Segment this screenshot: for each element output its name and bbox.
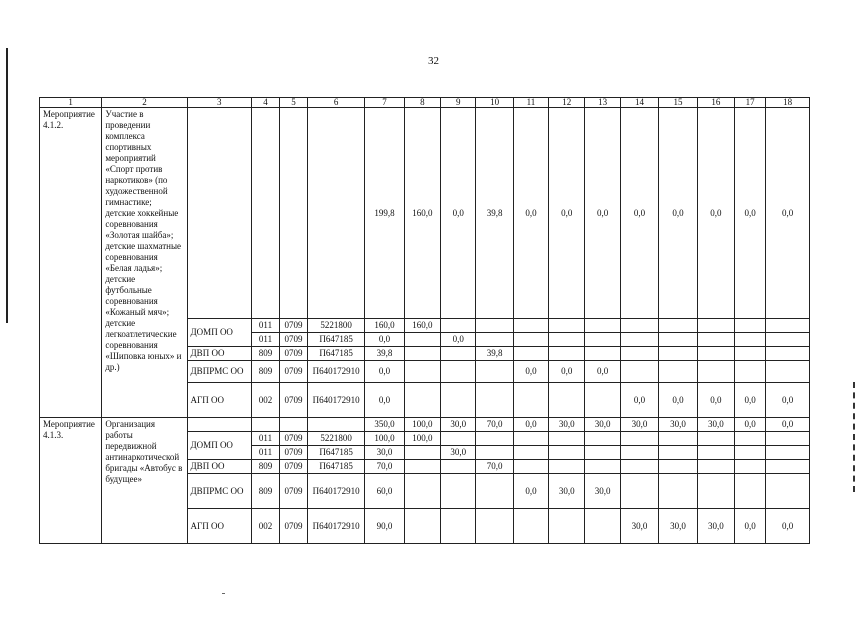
value-cell <box>441 432 476 446</box>
csr-cell: П640172910 <box>308 361 365 383</box>
value-cell <box>476 446 513 460</box>
col-header: 4 <box>251 98 279 108</box>
total-cell: 0,0 <box>735 108 766 319</box>
value-cell <box>441 460 476 474</box>
value-cell: 160,0 <box>404 319 440 333</box>
value-cell <box>620 361 658 383</box>
budget-table <box>39 97 810 544</box>
value-cell: 0,0 <box>365 383 404 418</box>
value-cell <box>620 446 658 460</box>
csr-cell: 5221800 <box>308 432 365 446</box>
total-cell: 39,8 <box>476 108 513 319</box>
value-cell: 30,0 <box>441 446 476 460</box>
page-number: 32 <box>428 55 439 67</box>
rzpr-cell: 0709 <box>280 361 308 383</box>
value-cell <box>476 383 513 418</box>
value-cell <box>697 319 734 333</box>
col-header: 10 <box>476 98 513 108</box>
value-cell <box>766 361 810 383</box>
value-cell <box>585 446 620 460</box>
total-cell: 30,0 <box>620 418 658 432</box>
scan-speck <box>222 593 225 594</box>
total-cell: 70,0 <box>476 418 513 432</box>
value-cell: 100,0 <box>404 432 440 446</box>
value-cell: 0,0 <box>513 474 548 509</box>
value-cell: 0,0 <box>735 509 766 544</box>
value-cell: 30,0 <box>659 509 697 544</box>
executor-cell: ДВП ОО <box>187 347 251 361</box>
value-cell: 70,0 <box>365 460 404 474</box>
value-cell <box>513 319 548 333</box>
value-cell <box>549 333 585 347</box>
rzpr-cell: 0709 <box>280 474 308 509</box>
col-header: 18 <box>766 98 810 108</box>
total-cell: 0,0 <box>441 108 476 319</box>
total-cell: 0,0 <box>620 108 658 319</box>
rzpr-cell: 0709 <box>280 347 308 361</box>
value-cell: 0,0 <box>659 383 697 418</box>
event-description: Организация работы передвижной антинаркотической бригады «Автобус в будущее» <box>102 418 187 544</box>
value-cell: 0,0 <box>549 361 585 383</box>
grbs-cell: 002 <box>251 509 279 544</box>
col-header: 12 <box>549 98 585 108</box>
value-cell <box>659 347 697 361</box>
value-cell <box>404 361 440 383</box>
value-cell <box>735 361 766 383</box>
value-cell <box>659 474 697 509</box>
grbs-cell: 809 <box>251 347 279 361</box>
column-number-row <box>40 98 810 108</box>
executor-cell: ДОМП ОО <box>187 432 251 460</box>
value-cell <box>404 460 440 474</box>
grbs-cell: 011 <box>251 432 279 446</box>
grbs-cell: 011 <box>251 319 279 333</box>
total-cell: 0,0 <box>513 418 548 432</box>
rzpr-cell: 0709 <box>280 446 308 460</box>
value-cell <box>620 460 658 474</box>
executor-cell: АГП ОО <box>187 509 251 544</box>
value-cell: 30,0 <box>549 474 585 509</box>
col-header: 7 <box>365 98 404 108</box>
value-cell <box>697 460 734 474</box>
executor-cell: ДВП ОО <box>187 460 251 474</box>
value-cell: 30,0 <box>697 509 734 544</box>
value-cell <box>404 446 440 460</box>
value-cell <box>697 446 734 460</box>
value-cell: 39,8 <box>476 347 513 361</box>
col-header: 5 <box>280 98 308 108</box>
total-cell: 0,0 <box>659 108 697 319</box>
value-cell <box>735 347 766 361</box>
value-cell <box>549 319 585 333</box>
value-cell: 0,0 <box>365 333 404 347</box>
col-header: 1 <box>40 98 102 108</box>
total-cell: 0,0 <box>549 108 585 319</box>
value-cell <box>549 446 585 460</box>
value-cell <box>513 333 548 347</box>
value-cell: 160,0 <box>365 319 404 333</box>
value-cell <box>659 460 697 474</box>
value-cell: 39,8 <box>365 347 404 361</box>
value-cell <box>659 361 697 383</box>
total-cell: 30,0 <box>697 418 734 432</box>
value-cell <box>585 319 620 333</box>
value-cell <box>735 333 766 347</box>
col-header: 2 <box>102 98 187 108</box>
rzpr-cell: 0709 <box>280 333 308 347</box>
total-cell: 30,0 <box>549 418 585 432</box>
value-cell <box>441 347 476 361</box>
value-cell <box>585 509 620 544</box>
total-cell: 0,0 <box>697 108 734 319</box>
csr-cell: П640172910 <box>308 474 365 509</box>
value-cell <box>620 333 658 347</box>
value-cell <box>735 432 766 446</box>
event-code: Мероприятие 4.1.2. <box>40 108 102 418</box>
value-cell <box>766 347 810 361</box>
value-cell <box>441 383 476 418</box>
rzpr-cell: 0709 <box>280 383 308 418</box>
value-cell <box>766 474 810 509</box>
total-cell: 30,0 <box>585 418 620 432</box>
value-cell: 60,0 <box>365 474 404 509</box>
value-cell <box>404 383 440 418</box>
rzpr-cell: 0709 <box>280 432 308 446</box>
value-cell <box>476 509 513 544</box>
total-cell: 30,0 <box>659 418 697 432</box>
value-cell: 0,0 <box>585 361 620 383</box>
value-cell <box>659 432 697 446</box>
value-cell: 0,0 <box>620 383 658 418</box>
grbs-cell: 809 <box>251 361 279 383</box>
table-row <box>40 418 810 432</box>
col-header: 15 <box>659 98 697 108</box>
col-header: 13 <box>585 98 620 108</box>
value-cell <box>766 432 810 446</box>
event-code: Мероприятие 4.1.3. <box>40 418 102 544</box>
value-cell <box>766 319 810 333</box>
col-header: 9 <box>441 98 476 108</box>
value-cell <box>404 333 440 347</box>
total-cell: 100,0 <box>404 418 440 432</box>
value-cell <box>659 333 697 347</box>
value-cell <box>585 333 620 347</box>
value-cell: 100,0 <box>365 432 404 446</box>
table-row <box>40 108 810 319</box>
value-cell <box>513 432 548 446</box>
csr-cell: П647185 <box>308 460 365 474</box>
grbs-cell: 809 <box>251 460 279 474</box>
value-cell <box>441 319 476 333</box>
col-header: 3 <box>187 98 251 108</box>
value-cell <box>441 509 476 544</box>
value-cell <box>476 319 513 333</box>
csr-cell: П640172910 <box>308 383 365 418</box>
value-cell <box>549 383 585 418</box>
value-cell <box>585 432 620 446</box>
executor-cell: ДОМП ОО <box>187 319 251 347</box>
value-cell: 30,0 <box>365 446 404 460</box>
value-cell: 0,0 <box>365 361 404 383</box>
csr-cell: 5221800 <box>308 319 365 333</box>
value-cell <box>766 333 810 347</box>
value-cell <box>404 509 440 544</box>
value-cell <box>513 383 548 418</box>
rzpr-cell: 0709 <box>280 509 308 544</box>
total-cell: 350,0 <box>365 418 404 432</box>
col-header: 8 <box>404 98 440 108</box>
value-cell <box>441 474 476 509</box>
value-cell <box>659 319 697 333</box>
value-cell: 0,0 <box>441 333 476 347</box>
total-cell: 0,0 <box>585 108 620 319</box>
csr-cell: П647185 <box>308 446 365 460</box>
value-cell <box>585 460 620 474</box>
event-description: Участие в проведении комплекса спортивных мероприятий «Спорт против наркотиков» (по художественной гимнастике; детские хоккейные соревнования «Золотая шайба»; детские шахматные соревнования «Белая ладья»; детские футбольные соревнования «Кожаный мяч»; детские легкоатлетические соревнования «Шиповка юных» и др.) <box>102 108 187 418</box>
grbs-cell: 011 <box>251 446 279 460</box>
value-cell <box>620 319 658 333</box>
value-cell: 30,0 <box>620 509 658 544</box>
value-cell <box>513 460 548 474</box>
value-cell <box>549 509 585 544</box>
value-cell <box>476 474 513 509</box>
value-cell <box>620 474 658 509</box>
value-cell <box>620 432 658 446</box>
value-cell <box>549 432 585 446</box>
col-header: 11 <box>513 98 548 108</box>
csr-cell: П647185 <box>308 333 365 347</box>
value-cell <box>441 361 476 383</box>
value-cell <box>476 432 513 446</box>
value-cell: 0,0 <box>697 383 734 418</box>
total-cell: 30,0 <box>441 418 476 432</box>
value-cell <box>766 446 810 460</box>
value-cell <box>585 383 620 418</box>
total-cell: 199,8 <box>365 108 404 319</box>
value-cell <box>404 474 440 509</box>
value-cell <box>549 347 585 361</box>
col-header: 17 <box>735 98 766 108</box>
grbs-cell: 002 <box>251 383 279 418</box>
value-cell <box>766 460 810 474</box>
value-cell <box>513 509 548 544</box>
col-header: 6 <box>308 98 365 108</box>
executor-cell: ДВПРМС ОО <box>187 474 251 509</box>
value-cell <box>697 432 734 446</box>
csr-cell: П647185 <box>308 347 365 361</box>
value-cell: 70,0 <box>476 460 513 474</box>
value-cell: 0,0 <box>766 509 810 544</box>
scan-edge-right <box>853 382 858 492</box>
total-cell: 0,0 <box>513 108 548 319</box>
value-cell <box>620 347 658 361</box>
value-cell: 0,0 <box>735 383 766 418</box>
csr-cell: П640172910 <box>308 509 365 544</box>
total-cell: 0,0 <box>735 418 766 432</box>
value-cell <box>697 333 734 347</box>
total-cell: 0,0 <box>766 108 810 319</box>
col-header: 14 <box>620 98 658 108</box>
value-cell <box>735 474 766 509</box>
total-cell: 0,0 <box>766 418 810 432</box>
scan-edge-left <box>6 48 8 323</box>
value-cell <box>476 333 513 347</box>
value-cell <box>735 446 766 460</box>
grbs-cell: 809 <box>251 474 279 509</box>
executor-cell: ДВПРМС ОО <box>187 361 251 383</box>
rzpr-cell: 0709 <box>280 460 308 474</box>
value-cell <box>513 347 548 361</box>
value-cell <box>549 460 585 474</box>
col-header: 16 <box>697 98 734 108</box>
value-cell <box>476 361 513 383</box>
value-cell <box>697 474 734 509</box>
value-cell: 90,0 <box>365 509 404 544</box>
executor-cell: АГП ОО <box>187 383 251 418</box>
value-cell <box>735 460 766 474</box>
value-cell <box>659 446 697 460</box>
value-cell <box>697 361 734 383</box>
total-cell: 160,0 <box>404 108 440 319</box>
value-cell <box>513 446 548 460</box>
value-cell <box>697 347 734 361</box>
value-cell: 30,0 <box>585 474 620 509</box>
rzpr-cell: 0709 <box>280 319 308 333</box>
grbs-cell: 011 <box>251 333 279 347</box>
value-cell: 0,0 <box>513 361 548 383</box>
value-cell <box>404 347 440 361</box>
value-cell <box>735 319 766 333</box>
value-cell: 0,0 <box>766 383 810 418</box>
value-cell <box>585 347 620 361</box>
